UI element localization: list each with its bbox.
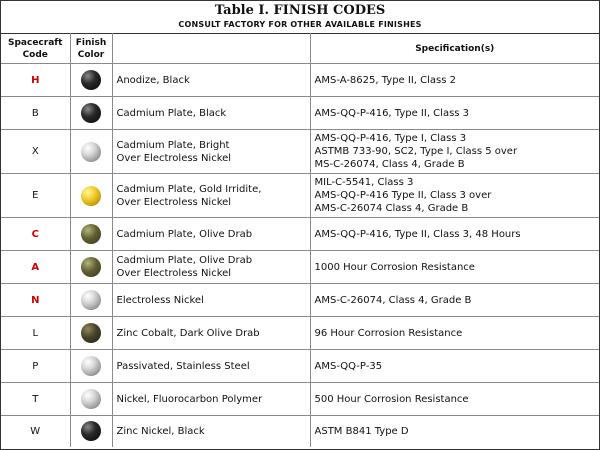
spacecraft-code: N <box>1 284 70 317</box>
finish-color <box>70 64 112 97</box>
table-title: Table I. FINISH CODES <box>214 3 386 18</box>
specification <box>310 350 599 383</box>
table-row <box>1 64 599 97</box>
finish-color <box>70 174 112 218</box>
finish-line: Cadmium Plate, Black <box>116 107 227 119</box>
header-finish <box>112 34 310 64</box>
finish-description <box>112 416 310 447</box>
table-subtitle: CONSULT FACTORY FOR OTHER AVAILABLE FINISHES <box>178 20 422 29</box>
finish-description <box>112 130 310 174</box>
finish-line: Cadmium Plate, Bright <box>116 139 230 151</box>
spacecraft-code: H <box>1 64 70 97</box>
finish-description <box>112 251 310 284</box>
specification-line: AMS-QQ-P-416, Type II, Class 3, 48 Hours <box>314 228 521 240</box>
specification-line: AMS-C-26074, Class 4, Grade B <box>314 294 472 306</box>
table-row <box>1 130 599 174</box>
spacecraft-code: T <box>1 383 70 416</box>
silver-sphere-swatch <box>81 356 101 376</box>
finish-color <box>70 218 112 251</box>
finish-color <box>70 317 112 350</box>
header-color-line2: Color <box>77 49 105 60</box>
finish-line: Electroless Nickel <box>116 294 204 306</box>
table-row <box>1 218 599 251</box>
finish-line: Anodize, Black <box>116 74 190 86</box>
specification <box>310 218 599 251</box>
table-row <box>1 251 599 284</box>
specification <box>310 284 599 317</box>
table-row <box>1 416 599 447</box>
finish-color <box>70 130 112 174</box>
finish-description <box>112 218 310 251</box>
header-row <box>1 34 599 64</box>
specification-line: ASTMB 733-90, SC2, Type I, Class 5 over <box>314 146 518 157</box>
spacecraft-code: A <box>1 251 70 284</box>
specification-line: 1000 Hour Corrosion Resistance <box>314 261 475 273</box>
finish-color <box>70 383 112 416</box>
finish-color <box>70 251 112 284</box>
specification-line: AMS-QQ-P-416, Type II, Class 3 <box>314 107 470 119</box>
specification-line: AMS-C-26074 Class 4, Grade B <box>314 203 469 214</box>
specification <box>310 130 599 174</box>
header-color-line1: Finish <box>75 37 107 48</box>
finish-description <box>112 284 310 317</box>
specification-line: MS-C-26074, Class 4, Grade B <box>314 159 465 170</box>
header-code-line2: Code <box>22 49 48 60</box>
specification-line: AMS-QQ-P-35 <box>314 360 383 372</box>
table-row <box>1 317 599 350</box>
spacecraft-code: E <box>1 174 70 218</box>
spacecraft-code: B <box>1 97 70 130</box>
table-row <box>1 97 599 130</box>
specification-line: ASTM B841 Type D <box>314 425 409 437</box>
gold-sphere-swatch <box>81 186 101 206</box>
spacecraft-code: W <box>1 416 70 447</box>
table-body <box>1 64 599 447</box>
specification <box>310 64 599 97</box>
specification <box>310 97 599 130</box>
finish-description <box>112 350 310 383</box>
finish-line: Passivated, Stainless Steel <box>116 360 250 372</box>
finish-line: Zinc Cobalt, Dark Olive Drab <box>116 327 260 339</box>
specification-line: 96 Hour Corrosion Resistance <box>314 327 463 339</box>
finish-description <box>112 97 310 130</box>
olive-sphere-swatch <box>81 224 101 244</box>
specification-line: 500 Hour Corrosion Resistance <box>314 393 469 405</box>
specification <box>310 317 599 350</box>
specification <box>310 416 599 447</box>
spacecraft-code: C <box>1 218 70 251</box>
finish-description <box>112 317 310 350</box>
dark-olive-sphere-swatch <box>81 323 101 343</box>
header-code-line1: Spacecraft <box>7 37 63 48</box>
specification-line: MIL-C-5541, Class 3 <box>314 177 414 188</box>
header-finish-color <box>70 34 112 64</box>
specification <box>310 251 599 284</box>
table-row <box>1 350 599 383</box>
black-sphere-swatch <box>81 103 101 123</box>
silver-sphere-swatch <box>81 389 101 409</box>
silver-sphere-swatch <box>81 142 101 162</box>
specification-line: AMS-QQ-P-416, Type I, Class 3 <box>314 133 467 144</box>
header-spacecraft-code <box>1 34 70 64</box>
finish-description <box>112 174 310 218</box>
finish-line: Over Electroless Nickel <box>116 268 232 279</box>
table-row <box>1 174 599 218</box>
finish-line: Over Electroless Nickel <box>116 152 232 164</box>
finish-description <box>112 64 310 97</box>
finish-color <box>70 284 112 317</box>
spacecraft-code: P <box>1 350 70 383</box>
olive-sphere-swatch <box>81 257 101 277</box>
table-row <box>1 383 599 416</box>
spacecraft-code: X <box>1 130 70 174</box>
finish-line: Cadmium Plate, Olive Drab <box>116 228 253 240</box>
finish-line: Cadmium Plate, Gold Irridite, <box>116 183 262 195</box>
finish-line: Nickel, Fluorocarbon Polymer <box>116 393 263 405</box>
finish-description <box>112 383 310 416</box>
finish-line: Zinc Nickel, Black <box>116 425 205 437</box>
specification-line: AMS-QQ-P-416 Type II, Class 3 over <box>314 190 492 201</box>
specification-line: AMS-A-8625, Type II, Class 2 <box>314 74 456 86</box>
finish-color <box>70 416 112 447</box>
black-sphere-swatch <box>81 421 101 441</box>
specification <box>310 383 599 416</box>
finish-line: Over Electroless Nickel <box>116 196 232 208</box>
finish-line: Cadmium Plate, Olive Drab <box>116 255 253 266</box>
finish-color <box>70 350 112 383</box>
finish-color <box>70 97 112 130</box>
finish-codes-table <box>1 33 599 447</box>
black-sphere-swatch <box>81 70 101 90</box>
spacecraft-code: L <box>1 317 70 350</box>
header-specification: Specification(s) <box>310 34 599 64</box>
silver-sphere-swatch <box>81 290 101 310</box>
specification <box>310 174 599 218</box>
table-row <box>1 284 599 317</box>
title-block <box>1 1 599 33</box>
